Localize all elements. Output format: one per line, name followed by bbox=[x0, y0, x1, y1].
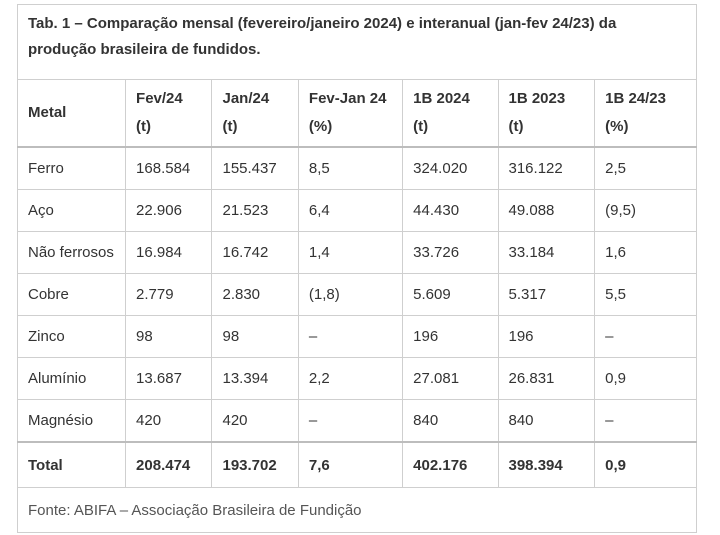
table-cell: 44.430 bbox=[403, 190, 498, 232]
table-cell: 2.779 bbox=[126, 274, 212, 316]
total-cell: 398.394 bbox=[498, 442, 595, 488]
table-cell: – bbox=[298, 316, 402, 358]
table-cell: 420 bbox=[126, 400, 212, 443]
total-cell: 208.474 bbox=[126, 442, 212, 488]
table-cell: 196 bbox=[498, 316, 595, 358]
table-cell: 49.088 bbox=[498, 190, 595, 232]
table-cell: Cobre bbox=[18, 274, 126, 316]
table-row bbox=[18, 190, 697, 232]
table-cell: 16.742 bbox=[212, 232, 298, 274]
table-cell: 8,5 bbox=[298, 147, 402, 190]
table-cell: 324.020 bbox=[403, 147, 498, 190]
header-fev-jan-pct: Fev-Jan 24 (%) bbox=[298, 80, 402, 148]
table-row bbox=[18, 232, 697, 274]
header-metal: Metal bbox=[18, 80, 126, 148]
table-cell: – bbox=[595, 400, 697, 443]
header-row bbox=[18, 80, 697, 148]
table-cell: 1,4 bbox=[298, 232, 402, 274]
source-note: Fonte: ABIFA – Associação Brasileira de Fundição bbox=[18, 488, 697, 533]
table-cell: 2,2 bbox=[298, 358, 402, 400]
header-1b-2024: 1B 2024 (t) bbox=[403, 80, 498, 148]
total-cell: 0,9 bbox=[595, 442, 697, 488]
table-row bbox=[18, 147, 697, 190]
table-cell: 420 bbox=[212, 400, 298, 443]
table-cell: 21.523 bbox=[212, 190, 298, 232]
total-cell: 402.176 bbox=[403, 442, 498, 488]
table-cell: – bbox=[298, 400, 402, 443]
header-1b-pct: 1B 24/23 (%) bbox=[595, 80, 697, 148]
table-cell: 316.122 bbox=[498, 147, 595, 190]
table-cell: 2,5 bbox=[595, 147, 697, 190]
production-table bbox=[17, 4, 697, 533]
total-cell: 193.702 bbox=[212, 442, 298, 488]
table-cell: 840 bbox=[498, 400, 595, 443]
total-cell: Total bbox=[18, 442, 126, 488]
table-cell: Magnésio bbox=[18, 400, 126, 443]
total-cell: 7,6 bbox=[298, 442, 402, 488]
table-cell: – bbox=[595, 316, 697, 358]
table-cell: Zinco bbox=[18, 316, 126, 358]
total-row bbox=[18, 442, 697, 488]
header-jan24: Jan/24 (t) bbox=[212, 80, 298, 148]
table-cell: 2.830 bbox=[212, 274, 298, 316]
table-cell: 27.081 bbox=[403, 358, 498, 400]
table-cell: 5,5 bbox=[595, 274, 697, 316]
table-row bbox=[18, 274, 697, 316]
table-cell: (1,8) bbox=[298, 274, 402, 316]
table-cell: 98 bbox=[212, 316, 298, 358]
table-cell: 13.394 bbox=[212, 358, 298, 400]
table-cell: 16.984 bbox=[126, 232, 212, 274]
table-cell: 22.906 bbox=[126, 190, 212, 232]
table-cell: 13.687 bbox=[126, 358, 212, 400]
table-cell: 6,4 bbox=[298, 190, 402, 232]
table-cell: 0,9 bbox=[595, 358, 697, 400]
table-cell: 155.437 bbox=[212, 147, 298, 190]
table-caption: Tab. 1 – Comparação mensal (fevereiro/janeiro 2024) e interanual (jan-fev 24/23) da produção brasileira de fundidos. bbox=[18, 5, 697, 80]
table-cell: Aço bbox=[18, 190, 126, 232]
table-cell: 33.726 bbox=[403, 232, 498, 274]
table-cell: (9,5) bbox=[595, 190, 697, 232]
header-fev24: Fev/24 (t) bbox=[126, 80, 212, 148]
table-row bbox=[18, 316, 697, 358]
table-row bbox=[18, 358, 697, 400]
table-cell: 1,6 bbox=[595, 232, 697, 274]
header-1b-2023: 1B 2023 (t) bbox=[498, 80, 595, 148]
table-cell: 98 bbox=[126, 316, 212, 358]
table-cell: 5.609 bbox=[403, 274, 498, 316]
table-cell: 840 bbox=[403, 400, 498, 443]
table-cell: 196 bbox=[403, 316, 498, 358]
table-row bbox=[18, 400, 697, 443]
table-cell: 168.584 bbox=[126, 147, 212, 190]
table-cell: Não ferrosos bbox=[18, 232, 126, 274]
table-cell: 5.317 bbox=[498, 274, 595, 316]
table-cell: Alumínio bbox=[18, 358, 126, 400]
table-cell: 33.184 bbox=[498, 232, 595, 274]
table-cell: Ferro bbox=[18, 147, 126, 190]
table-cell: 26.831 bbox=[498, 358, 595, 400]
